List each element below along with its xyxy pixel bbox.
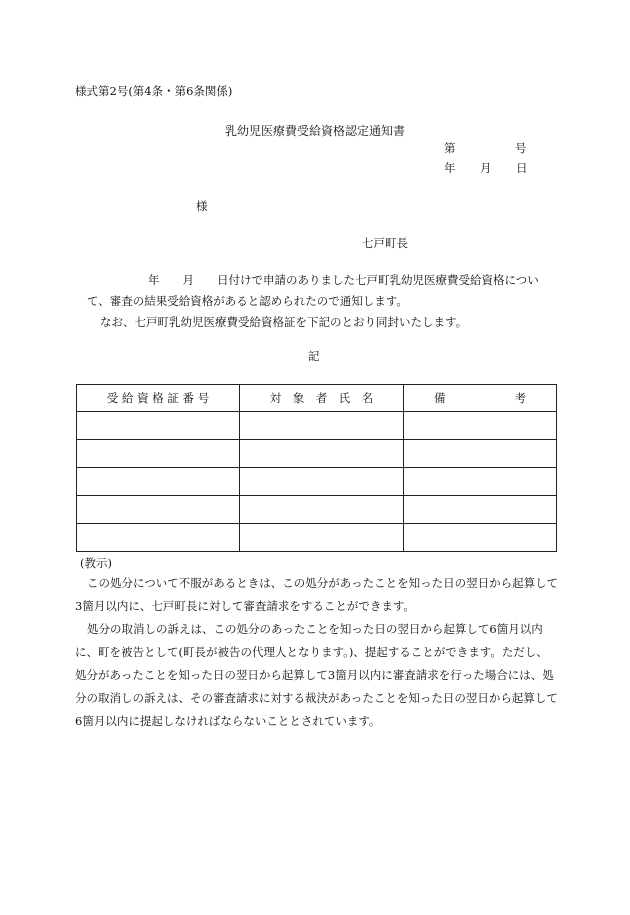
table-cell	[404, 496, 557, 524]
number-suffix: 号	[515, 141, 527, 155]
header-subject-name	[240, 385, 404, 412]
table-row	[77, 412, 557, 440]
date-year: 年	[444, 161, 456, 175]
table-row	[77, 440, 557, 468]
header-certificate-number-label: 受 給 資 格 証 番 号	[106, 391, 210, 405]
notice-paragraph-1: この処分について不服があるときは、この処分があったことを知った日の翌日から起算して3箇月以内に、七戸町長に対して審査請求をすることができます。	[75, 576, 559, 613]
recipient-suffix: 様	[196, 199, 208, 213]
table-cell	[77, 412, 240, 440]
issuer: 七戸町長	[362, 236, 408, 250]
header-certificate-number	[77, 385, 240, 412]
number-prefix: 第	[444, 141, 456, 155]
table-row	[77, 524, 557, 552]
date-month: 月	[480, 161, 492, 175]
header-subject-name-label: 対 象 者 氏 名	[269, 391, 374, 405]
form-reference: 様式第2号(第4条・第6条関係)	[75, 84, 233, 98]
body-line-1: 年 月 日付けで申請のありました七戸町乳幼児医療費受給資格につい	[148, 273, 539, 287]
header-remarks-label: 備 考	[434, 391, 526, 405]
notice-paragraph-2: 処分の取消しの訴えは、この処分のあったことを知った日の翌日から起算して6箇月以内に、町を被告として(町長が被告の代理人となります。)、提起することができます。ただし、処分があったことを知った日の翌日から起算して3箇月以内に審査請求を行った場合には、処分の取消しの訴えは、その審査請求に対する裁決があったことを知った日の翌日から起算して6箇月以内に提起しなければならないこととされています。	[75, 622, 558, 728]
body-line-3: なお、七戸町乳幼児医療費受給資格証を下記のとおり同封いたします。	[100, 315, 468, 329]
table-header-row	[77, 385, 557, 412]
table-row	[77, 468, 557, 496]
table-cell	[77, 524, 240, 552]
table-cell	[404, 524, 557, 552]
table-cell	[77, 440, 240, 468]
table-cell	[240, 412, 404, 440]
date-day: 日	[516, 161, 528, 175]
notice-heading: (教示)	[80, 556, 112, 570]
table-cell	[404, 440, 557, 468]
table-cell	[240, 524, 404, 552]
table-cell	[240, 468, 404, 496]
table-cell	[404, 412, 557, 440]
table-cell	[77, 468, 240, 496]
ki-heading: 記	[308, 349, 320, 363]
table-cell	[240, 496, 404, 524]
header-remarks	[404, 385, 557, 412]
certificate-table	[76, 384, 557, 552]
table-row	[77, 496, 557, 524]
document-title: 乳幼児医療費受給資格認定通知書	[225, 124, 406, 138]
table-cell	[240, 440, 404, 468]
table-cell	[404, 468, 557, 496]
table-cell	[77, 496, 240, 524]
body-line-2: て、審査の結果受給資格があると認められたので通知します。	[87, 294, 408, 308]
